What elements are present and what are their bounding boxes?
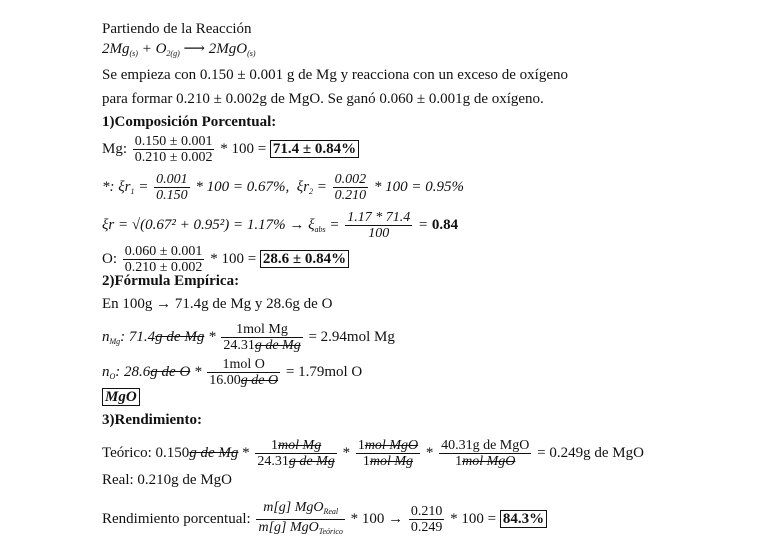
rp-denominator [256, 520, 344, 539]
intro-line-1: Se empieza con 0.150 ± 0.001 g de Mg y reacciona con un exceso de oxígeno [102, 67, 569, 83]
xi1-label: *: ξr [102, 178, 131, 195]
mg-multiply: * 100 = [220, 140, 267, 157]
rp-arrow: * 100 → [350, 510, 404, 527]
xir-eq2: = [418, 216, 429, 233]
no-result: = 1.79mol O [285, 363, 363, 380]
xi1-result: * 100 = 0.67%, [195, 178, 290, 195]
nmg-numerator: 1mol Mg [221, 322, 302, 338]
section-1-title: Composición Porcentual: [114, 114, 277, 130]
section-3-number: 3) [102, 412, 115, 428]
xi2-numerator: 0.002 [334, 172, 367, 187]
teo-f2-denominator [356, 454, 420, 469]
nmg-multiply: * [208, 328, 216, 345]
section-2-number: 2) [102, 273, 115, 289]
real-line: Real: 0.210g de MgO [102, 472, 232, 488]
rp-result-box: 84.3% [500, 510, 547, 528]
moles-mg-line [102, 322, 395, 353]
no-cancel: g de O [150, 363, 191, 380]
rp-den-value: m[g] MgO [258, 520, 319, 535]
mg-label: Mg: [102, 140, 128, 157]
o-numerator: 0.060 ± 0.001 [124, 244, 203, 259]
xi1-numerator: 0.001 [156, 172, 188, 187]
combined-error-line [102, 210, 458, 241]
no-den-cancel: g de O [240, 373, 279, 388]
xir-result: 0.84 [431, 216, 459, 233]
xi2-result: * 100 = 0.95% [373, 178, 465, 195]
xir-abs-sub: abs [314, 224, 326, 234]
nmg-fraction [221, 322, 302, 353]
o-composition-line [102, 244, 349, 275]
xi2-eq: = [316, 178, 327, 195]
nmg-result: = 2.94mol Mg [308, 328, 395, 345]
eq-state-g: 2(g) [166, 49, 180, 58]
section-2-title: Fórmula Empírica: [114, 273, 240, 289]
rp-den-sub: Teórico [318, 527, 343, 536]
xi1-denominator: 0.150 [156, 188, 188, 203]
doc-title: Partiendo de la Reacción [102, 21, 252, 37]
section-3-heading [102, 411, 202, 429]
o-result-box: 28.6 ± 0.84% [260, 250, 349, 268]
o-label: O: [102, 250, 117, 267]
section-1-heading [102, 113, 276, 131]
no-denominator [207, 373, 280, 388]
mg-fraction [133, 134, 215, 165]
xi2-label: ξr [296, 178, 310, 195]
rp-num-value: m[g] MgO [263, 500, 324, 515]
teo-f1-num-value: 1 [271, 438, 279, 453]
xi2-sub: 2 [309, 186, 314, 196]
eq-state-s: (s) [129, 49, 138, 58]
teo-result: = 0.249g de MgO [537, 444, 644, 461]
nmg-den-cancel: g de Mg [254, 338, 301, 353]
xir-numerator: 1.17 * 71.4 [347, 210, 411, 225]
percent-yield-line [102, 500, 547, 539]
o-multiply: * 100 = [210, 250, 257, 267]
no-fraction [207, 357, 280, 388]
nmg-denominator [221, 338, 302, 353]
mg-composition-line [102, 134, 359, 165]
xir-fraction [345, 210, 412, 241]
formula-line [102, 388, 140, 406]
xi2-denominator: 0.210 [334, 188, 367, 203]
rp-f-denominator: 0.249 [410, 520, 443, 535]
xir-eq: = [329, 216, 340, 233]
mg-denominator: 0.210 ± 0.002 [134, 150, 213, 165]
xi1-eq: = [138, 178, 149, 195]
teo-mul-2: * [342, 444, 351, 461]
teo-f2-den-cancel: mol Mg [369, 454, 414, 469]
nmg-cancel: g de Mg [155, 328, 205, 345]
teo-fraction-3 [439, 438, 531, 469]
rp-multiply: * 100 = [450, 510, 497, 527]
eq-reactant-mg: 2Mg [102, 41, 130, 57]
teo-mul-3: * [425, 444, 434, 461]
section-3-title: Rendimiento: [114, 412, 202, 428]
reaction-equation [102, 40, 256, 63]
teo-f1-den-cancel: g de Mg [288, 454, 335, 469]
mg-result-box: 71.4 ± 0.84% [270, 140, 359, 158]
o-fraction [123, 244, 205, 275]
teo-f2-numerator [356, 438, 420, 454]
section-1-number: 1) [102, 114, 115, 130]
nmg-sub: Mg [109, 336, 121, 346]
teo-f1-num-cancel: mol Mg [278, 438, 322, 453]
empirical-formula-box: MgO [102, 388, 140, 406]
no-numerator: 1mol O [207, 357, 280, 373]
no-sub: O [109, 371, 116, 381]
xir-denominator: 100 [368, 226, 390, 241]
rp-numeric-fraction [409, 504, 445, 535]
teo-f1-numerator [255, 438, 336, 454]
o-denominator: 0.210 ± 0.002 [124, 260, 203, 275]
xi1-fraction [154, 172, 190, 203]
rp-symbolic-fraction [256, 500, 344, 539]
mg-numerator: 0.150 ± 0.001 [134, 134, 213, 149]
teo-f3-denominator [439, 454, 531, 469]
teo-f2-num-value: 1 [357, 438, 365, 453]
eq-reactant-o2: + O [141, 41, 167, 57]
no-multiply: * [194, 363, 202, 380]
rp-f-numerator: 0.210 [410, 504, 443, 519]
nmg-den-value: 24.31 [223, 338, 255, 353]
teo-f3-numerator: 40.31g de MgO [441, 438, 530, 453]
eq-state-s2: (s) [247, 49, 256, 58]
relative-error-line [102, 172, 464, 203]
intro-line-2: para formar 0.210 ± 0.002g de MgO. Se ganó 0.060 ± 0.001g de oxígeno. [102, 91, 544, 107]
section-2-heading [102, 272, 239, 290]
teo-f3-den-value: 1 [455, 454, 463, 469]
teo-cancel: g de Mg [189, 444, 239, 461]
teo-f2-num-cancel: mol MgO [364, 438, 419, 453]
no-den-value: 16.00 [209, 373, 241, 388]
teo-f1-den-value: 24.31 [257, 454, 289, 469]
no-label: n [102, 363, 110, 380]
nmg-label: n [102, 328, 110, 345]
teo-fraction-2 [356, 438, 420, 469]
xi2-fraction [333, 172, 369, 203]
xir-expression: ξr = √(0.67² + 0.95²) = 1.17% → ξ [102, 216, 315, 233]
xi1-sub: 1 [130, 186, 135, 196]
rp-numerator [256, 500, 344, 520]
rp-num-sub: Real [323, 507, 339, 516]
teo-label: Teórico: 0.150 [102, 444, 190, 461]
nmg-value: : 71.4 [120, 328, 156, 345]
teo-mul-1: * [242, 444, 250, 461]
basis-line: En 100g → 71.4g de Mg y 28.6g de O [102, 296, 333, 312]
theoretical-line [102, 438, 644, 469]
teo-f3-den-cancel: mol MgO [462, 454, 516, 469]
no-value: : 28.6 [115, 363, 151, 380]
rp-label: Rendimiento porcentual: [102, 510, 251, 527]
moles-o-line [102, 357, 362, 388]
eq-product: ⟶ 2MgO [183, 41, 248, 57]
teo-f1-denominator [255, 454, 336, 469]
teo-fraction-1 [255, 438, 336, 469]
teo-f2-den-value: 1 [362, 454, 370, 469]
